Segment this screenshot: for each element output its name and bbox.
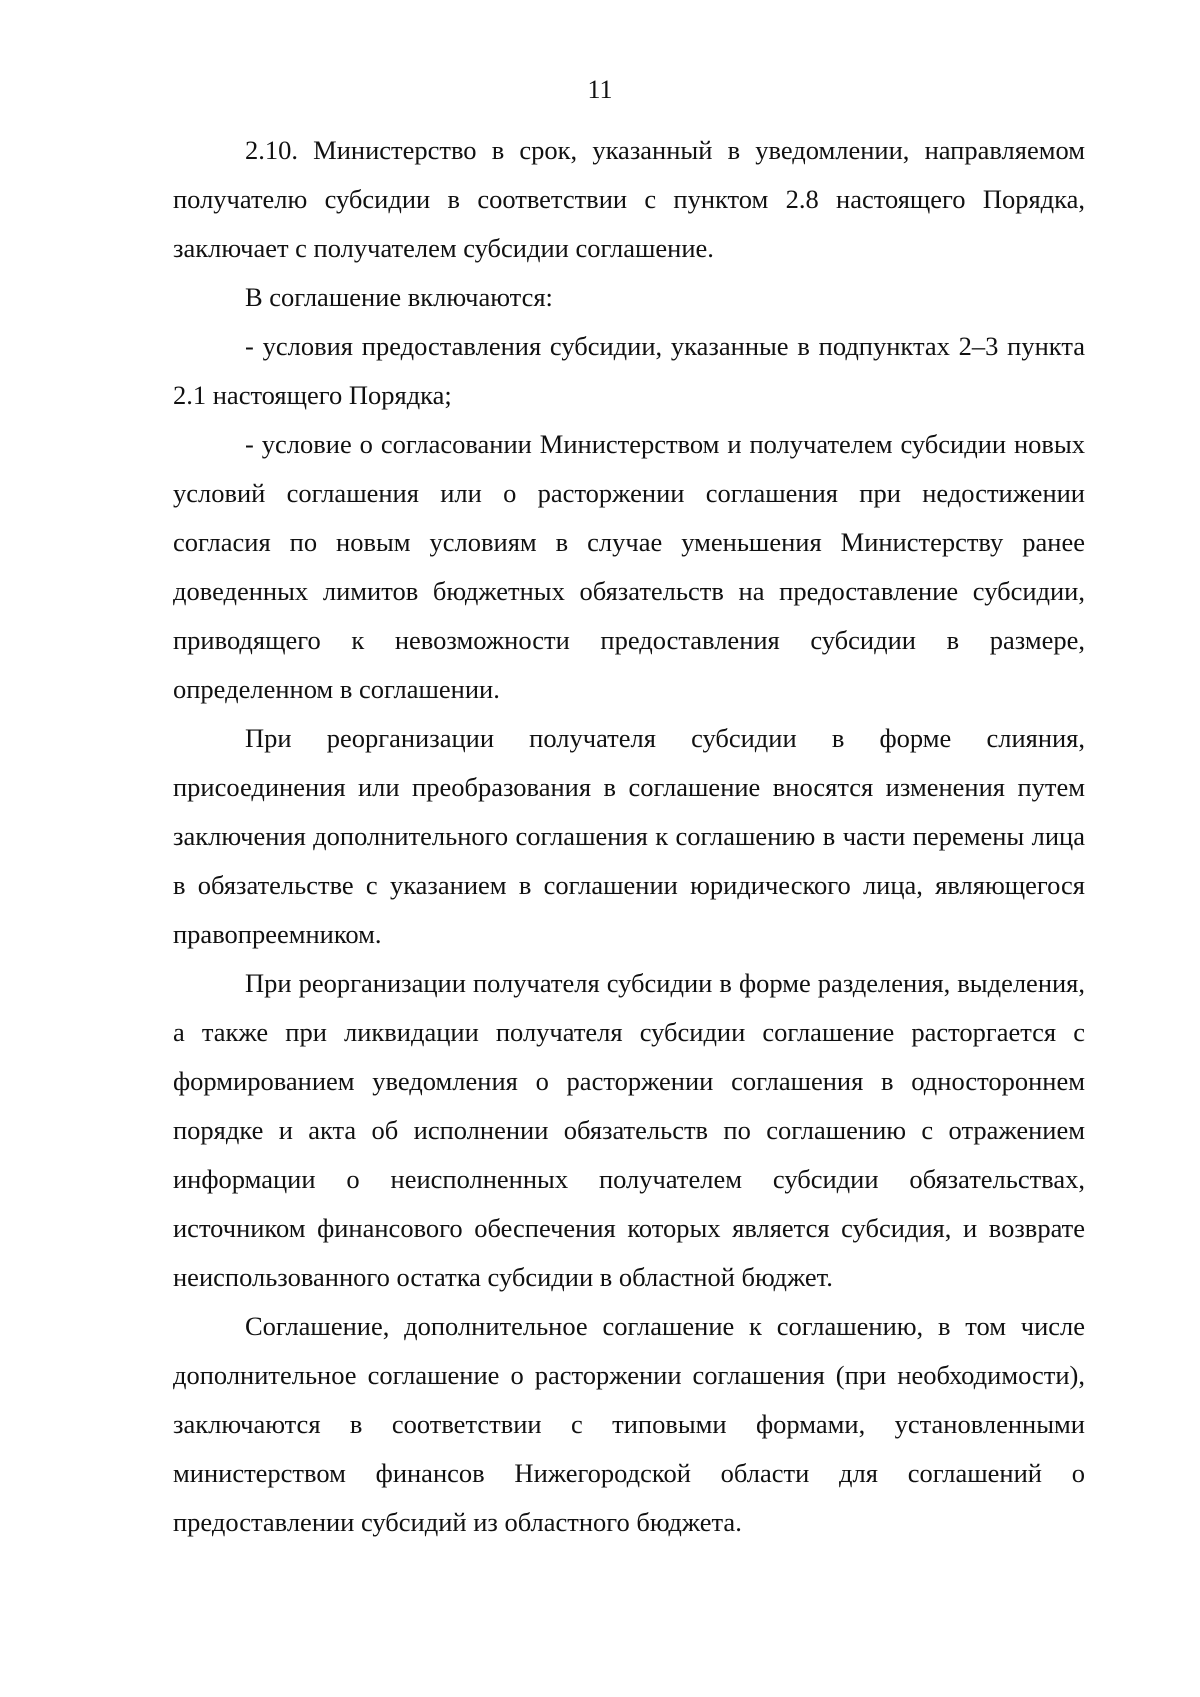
paragraph-reorganization-merger: При реорганизации получателя субсидии в форме слияния, присоединения или преобразования в соглашение вносятся изменения путем заключения дополнительного соглашения к соглашению в части перемены лица в обязательстве с указанием в соглашении юридического лица, являющегося правопреемником. xyxy=(173,723,1085,949)
paragraph-standard-forms: Соглашение, дополнительное соглашение к соглашению, в том числе дополнительное соглашение о расторжении соглашения (при необходимости), заключаются в соответствии с типовыми формами, установленными министерством финансов Нижегородской области для соглашений о предоставлении субсидий из областного бюджета. xyxy=(173,1311,1085,1537)
document-body xyxy=(173,126,1085,1547)
paragraph-2-10: 2.10. Министерство в срок, указанный в уведомлении, направляемом получателю субсидии в соответствии с пунктом 2.8 настоящего Порядка, заключает с получателем субсидии соглашение. xyxy=(173,135,1085,263)
list-item-conditions: - условия предоставления субсидии, указанные в подпунктах 2–3 пункта 2.1 настоящего Порядка; xyxy=(173,331,1085,410)
paragraph-reorganization-division: При реорганизации получателя субсидии в форме разделения, выделения, а также при ликвидации получателя субсидии соглашение расторгается с формированием уведомления о расторжении соглашения в одностороннем порядке и акта об исполнении обязательств по соглашению с отражением информации о неисполненных получателем субсидии обязательствах, источником финансового обеспечения которых является субсидия, и возврате неиспользованного остатка субсидии в областной бюджет. xyxy=(173,968,1085,1292)
paragraph-agreement-includes: В соглашение включаются: xyxy=(245,282,553,312)
page-number: 11 xyxy=(587,75,613,104)
list-item-agreement-condition: - условие о согласовании Министерством и получателем субсидии новых условий соглашения или о расторжении соглашения при недостижении согласия по новым условиям в случае уменьшения Министерству ранее доведенных лимитов бюджетных обязательств на предоставление субсидии, приводящего к невозможности предоставления субсидии в размере, определенном в соглашении. xyxy=(173,429,1085,704)
